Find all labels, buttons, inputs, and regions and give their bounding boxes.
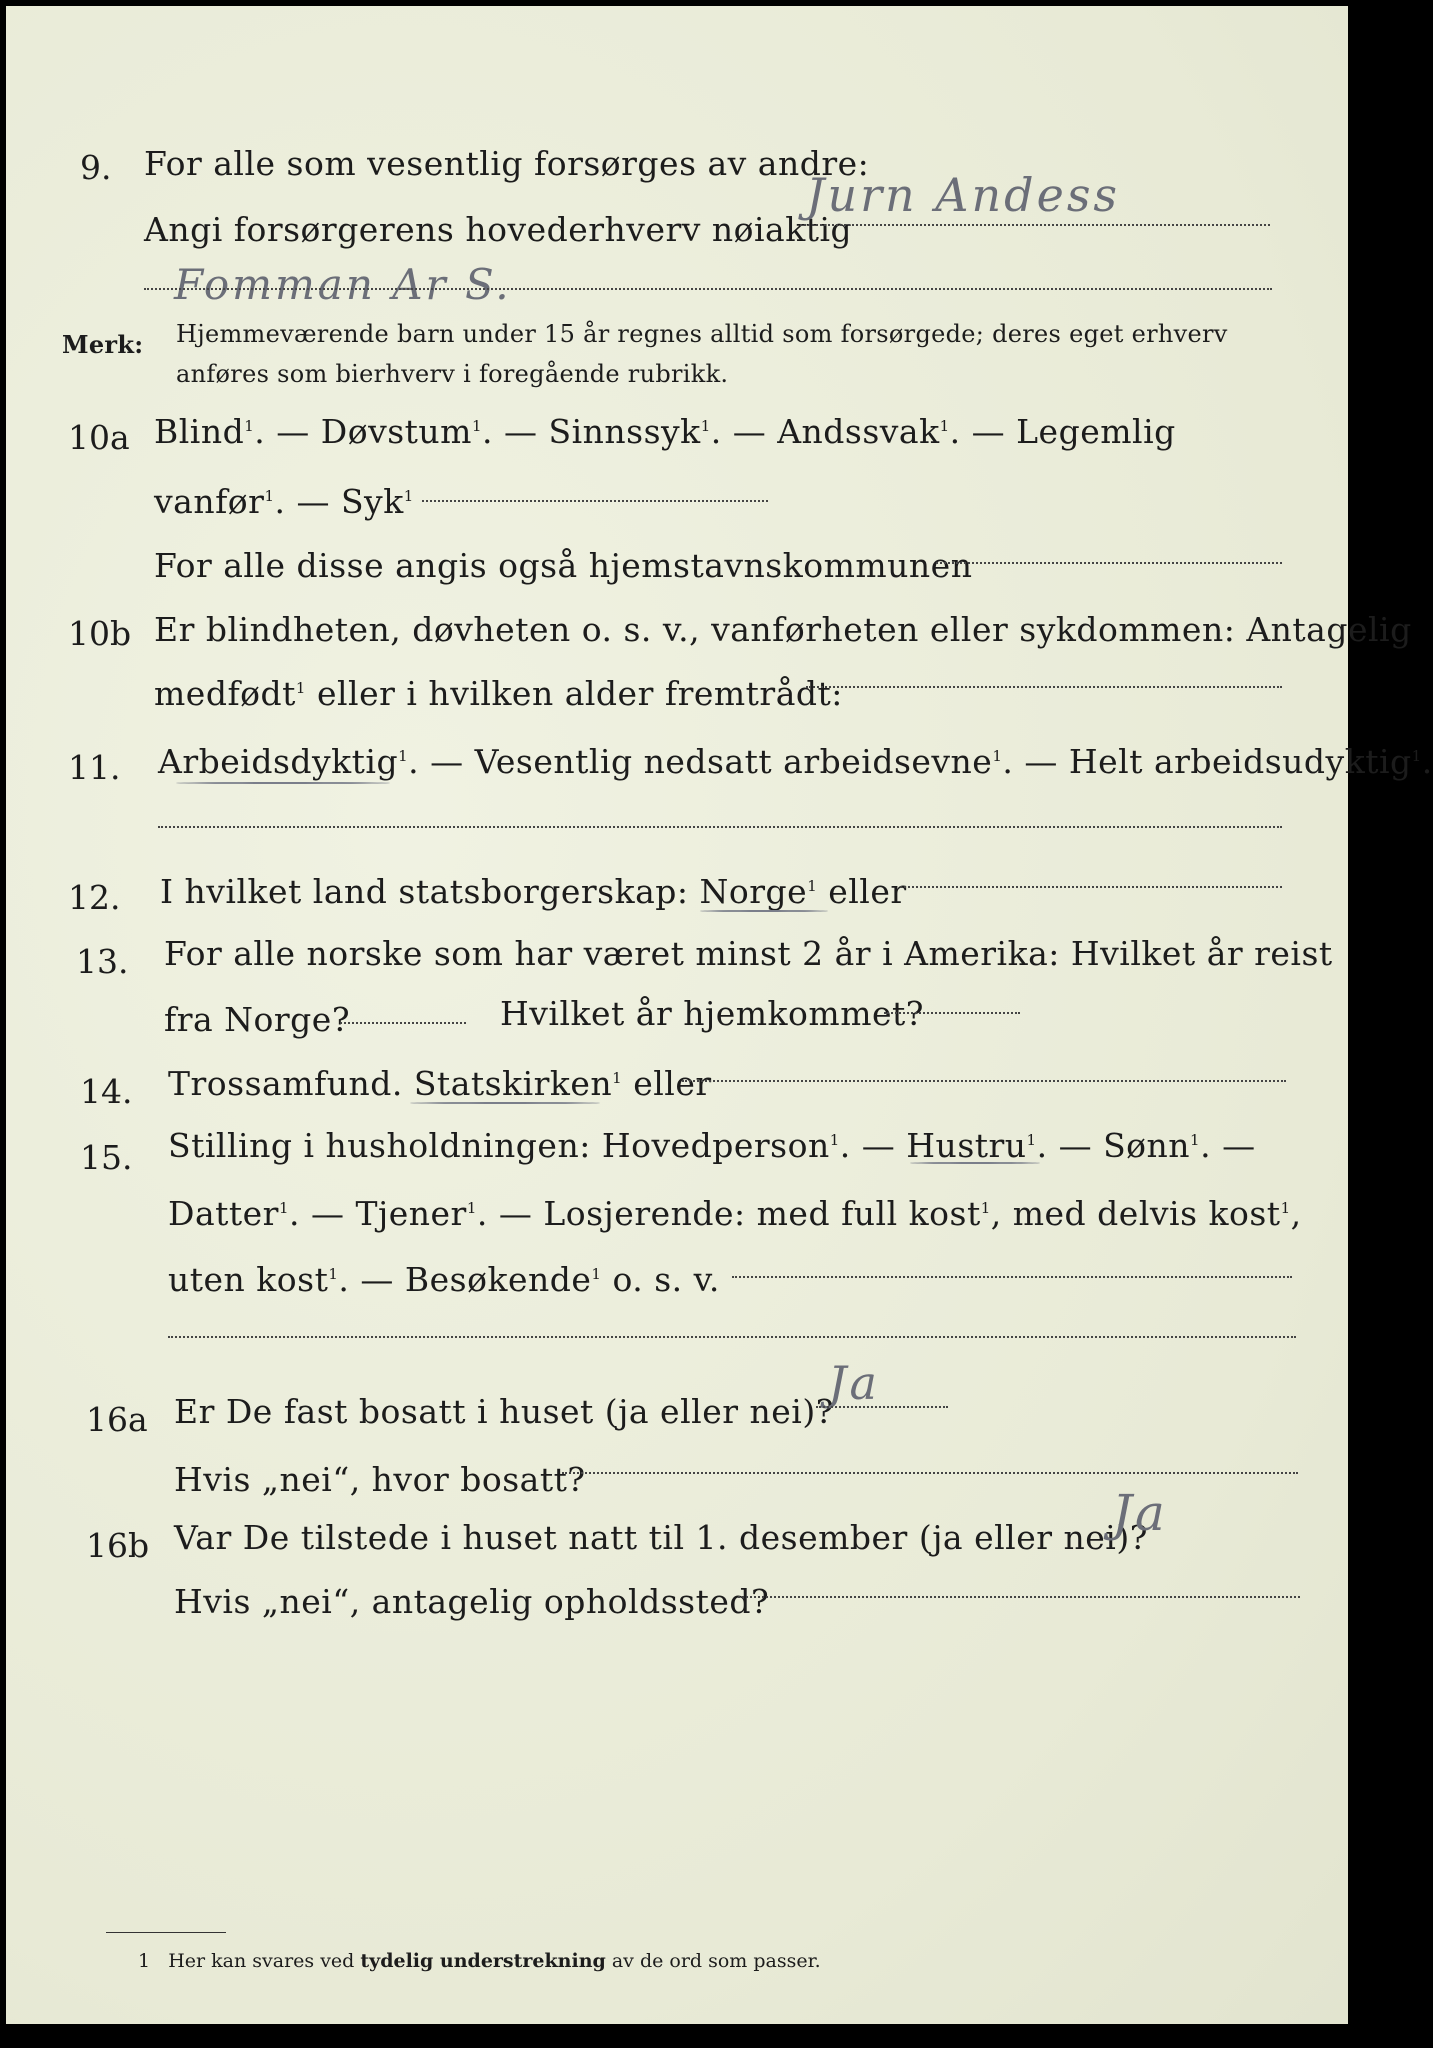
merk-line2: anføres som bierhverv i foregående rubrikk. [176,360,729,388]
item-number-11: 11. [68,748,121,787]
q10a-line1: Blind$^1$. — Døvstum$^1$. — Sinnssyk$^1$. — Andssvak$^1$. — Legemlig [154,412,1176,451]
footnote-rule [106,1932,226,1933]
q10b-line1: Er blindheten, døvheten o. s. v., vanførheten eller sykdommen: Antagelig [154,610,1412,649]
merk-label: Merk: [62,330,144,359]
q16b-line2: Hvis „nei“, antagelig opholdssted? [174,1582,770,1621]
item-number-16a: 16a [86,1400,148,1439]
q11-underline-arbeidsdyktig [176,782,390,784]
q12-underline-norge [700,910,828,912]
q10b-answer-line [806,686,1282,688]
q15-line2: Datter$^1$. — Tjener$^1$. — Losjerende: med full kost$^1$, med delvis kost$^1$, [168,1194,1302,1233]
q14-line: Trossamfund. Statskirken$^1$ eller [168,1064,712,1103]
item-number-10a: 10a [68,418,130,457]
q13-line1: For alle norske som har været minst 2 år i Amerika: Hvilket år reist [164,934,1333,973]
q11-line1: Arbeidsdyktig$^1$. — Vesentlig nedsatt arbeidsevne$^1$. — Helt arbeidsudyktig$^1$. [158,742,1433,781]
q9-handwriting-1: Jurn Andess [806,168,1121,222]
item-number-13: 13. [76,942,129,981]
merk-line1: Hjemmeværende barn under 15 år regnes alltid som forsørgede; deres eget erhverv [176,320,1228,348]
q16a-answer-line [816,1406,948,1408]
q15-line3: uten kost$^1$. — Besøkende$^1$ o. s. v. [168,1260,720,1299]
q16a-line1: Er De fast bosatt i huset (ja eller nei)? [174,1392,834,1431]
item-number-15: 15. [80,1138,133,1177]
q13-answer-line-2 [884,1012,1020,1014]
q9-line2: Angi forsørgerens hovederhverv nøiaktig [144,210,853,249]
q13-line2a: fra Norge? [164,1000,351,1039]
q16b-line1: Var De tilstede i huset natt til 1. desember (ja eller nei)? [174,1518,1148,1557]
q16b-answer-line [738,1596,1300,1598]
q13-answer-line-1 [340,1022,466,1024]
q13-line2b: Hvilket år hjemkommet? [500,994,924,1033]
q12-answer-line [900,886,1282,888]
q15-answer-line [732,1276,1292,1278]
q16a-line2: Hvis „nei“, hvor bosatt? [174,1460,586,1499]
q10b-line2: medfødt$^1$ eller i hvilken alder fremtrådt: [154,674,843,713]
item-number-9: 9. [80,148,112,187]
q16b-handwriting: Ja [1112,1484,1168,1542]
q10a-answer-line [422,500,768,502]
q9-answer-line [800,224,1270,226]
q9-answer-line-2 [144,288,1272,290]
q10a-line2: vanfør$^1$. — Syk$^1$ [154,482,414,521]
item-number-16b: 16b [86,1526,150,1565]
footnote: 1 Her kan svares ved tydelig understrekning av de ord som passer. [138,1950,821,1972]
q12-line: I hvilket land statsborgerskap: Norge$^1$ eller [160,872,907,911]
q9-handwriting-2: Fomman Ar S. [174,260,512,309]
q15-line1: Stilling i husholdningen: Hovedperson$^1$. — Hustru$^1$. — Sønn$^1$. — [168,1126,1256,1165]
q10a-answer-line-2 [936,562,1282,564]
q16a-answer-line-2 [562,1472,1298,1474]
item-number-10b: 10b [68,614,132,653]
q9-line1: For alle som vesentlig forsørges av andre: [144,144,870,183]
q11-answer-line [158,826,1282,828]
q14-answer-line [682,1080,1286,1082]
q14-underline-statskirken [410,1102,600,1104]
item-number-14: 14. [80,1072,133,1111]
q10a-line3: For alle disse angis også hjemstavnskommunen [154,546,973,585]
item-number-12: 12. [68,878,121,917]
q15-underline-hustru [910,1162,1040,1164]
form-page [6,6,1433,2024]
q15-answer-line-2 [168,1336,1296,1338]
q16a-handwriting: Ja [828,1356,880,1410]
